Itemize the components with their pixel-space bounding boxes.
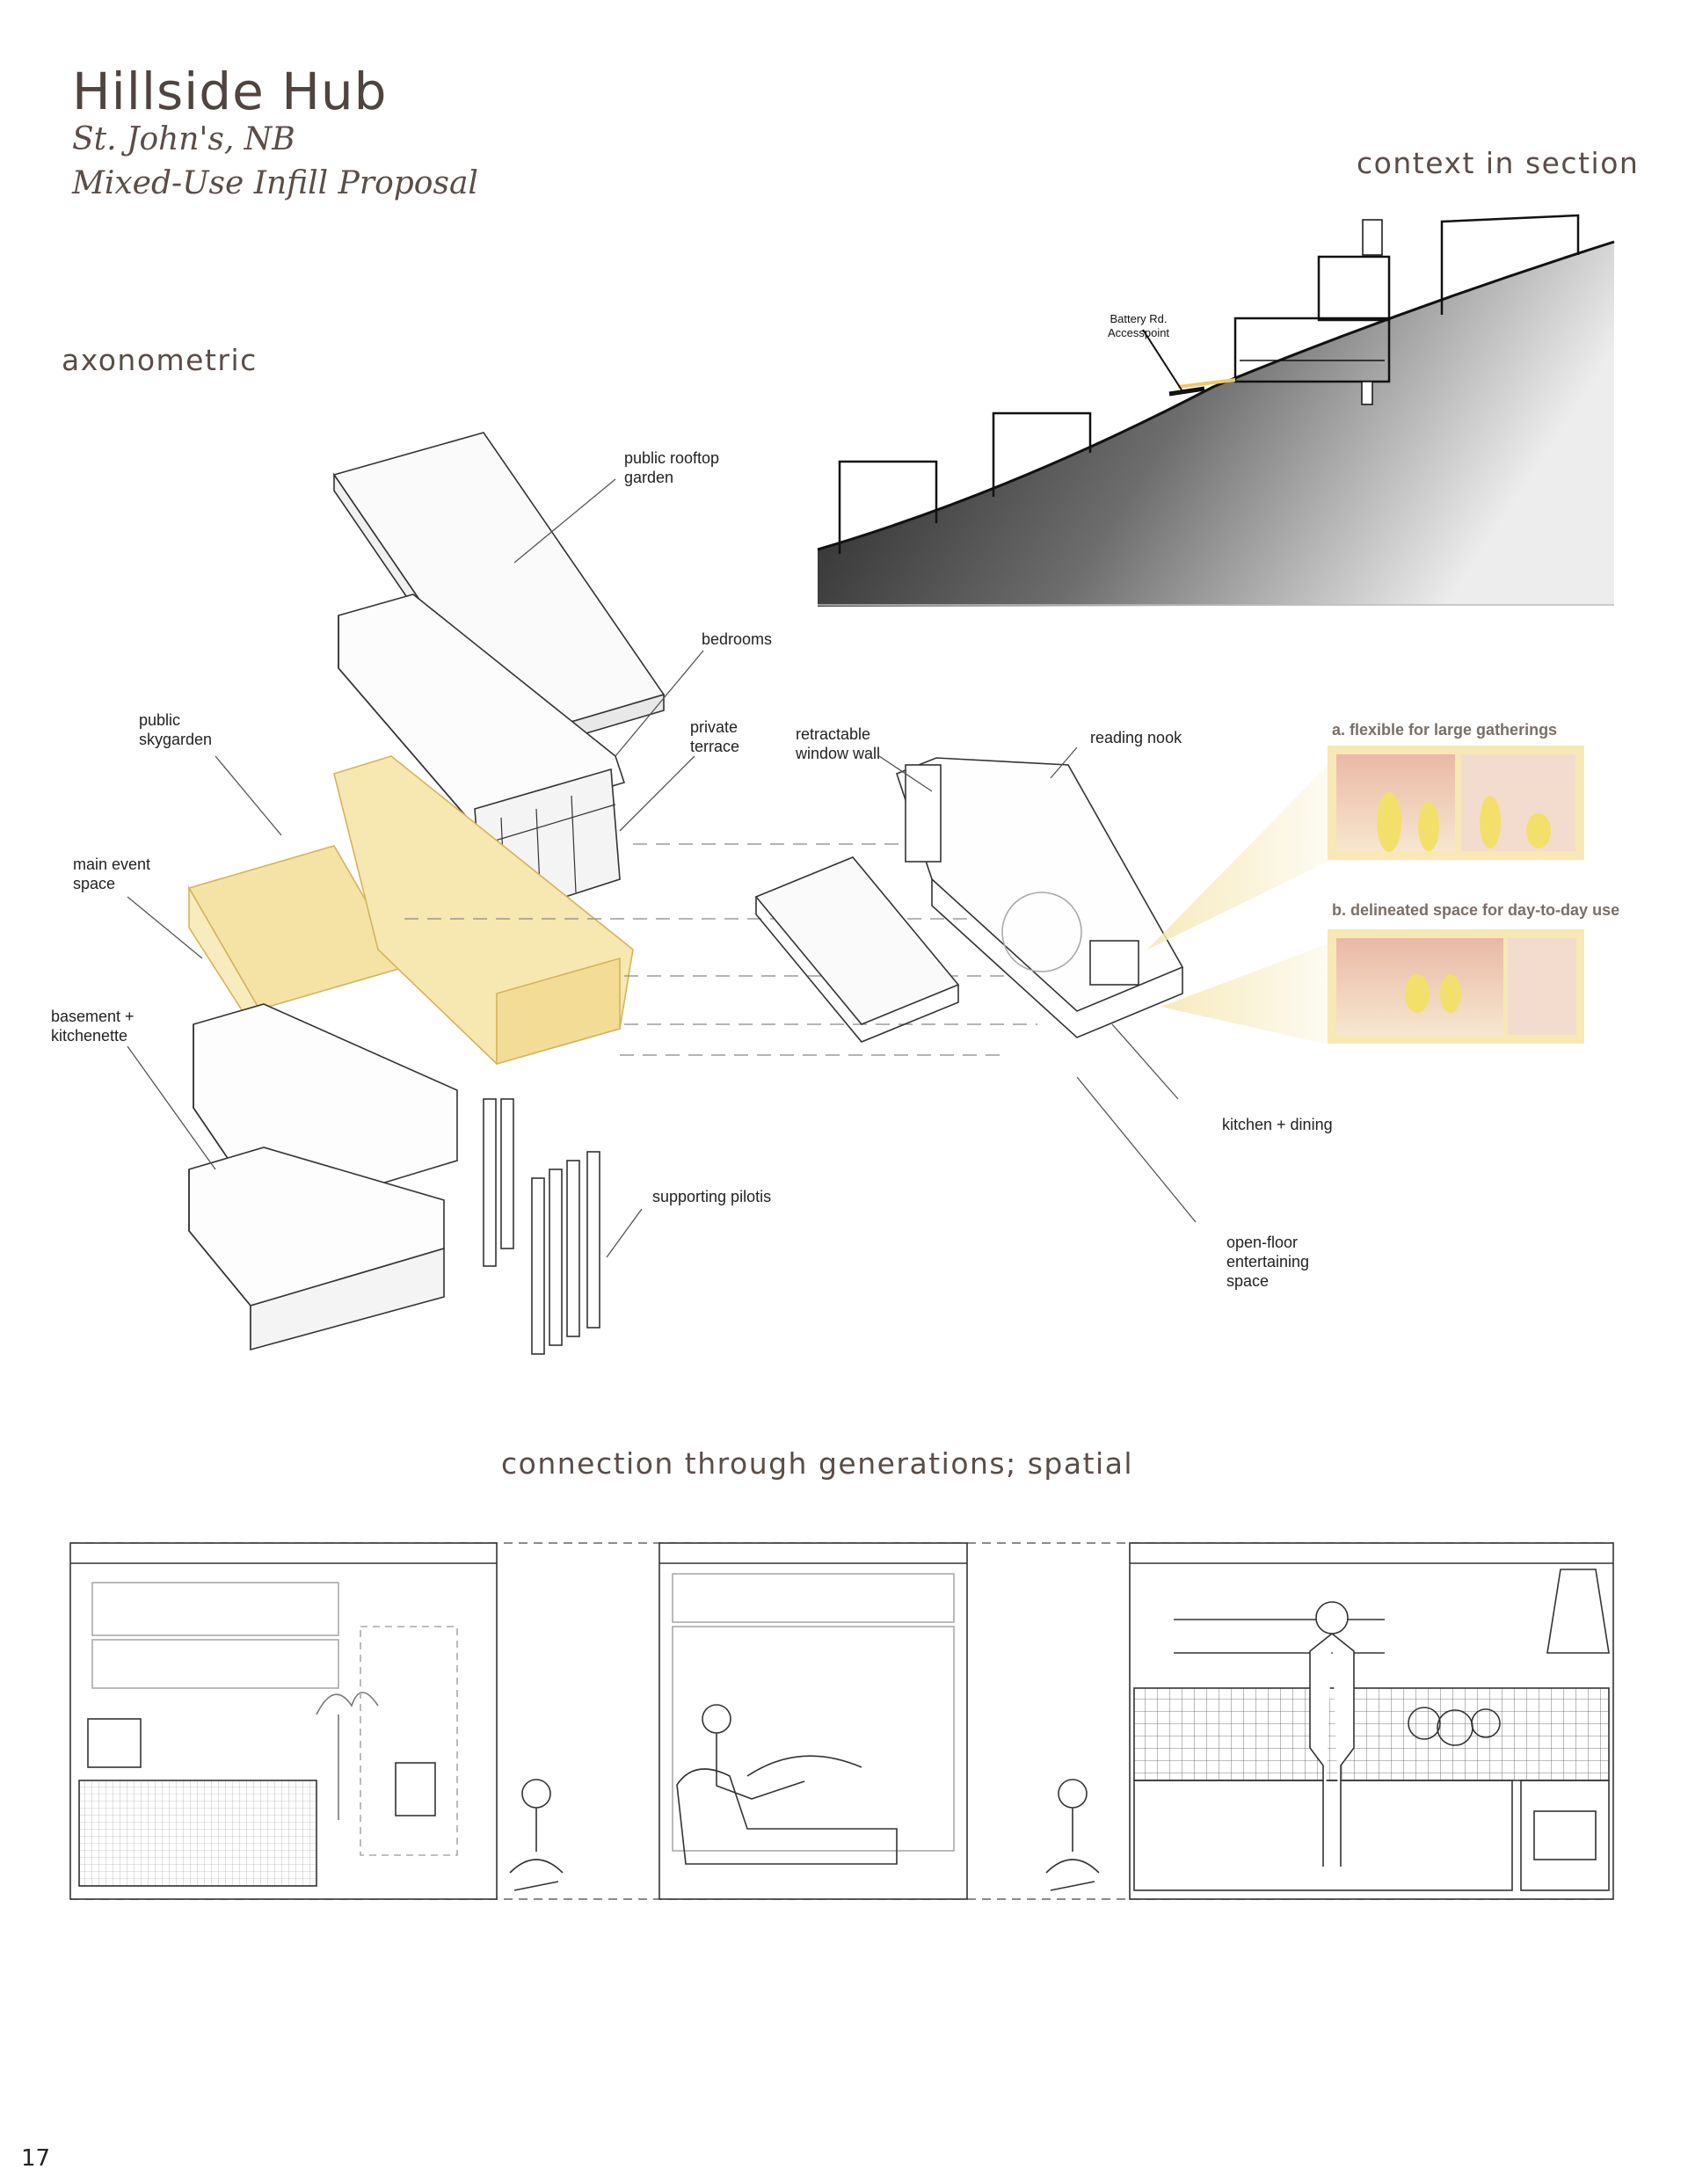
label-public-skygarden: public skygarden (139, 711, 213, 748)
unit-plan-drawing (756, 756, 1336, 1046)
option-b-label: b. delineated space for day-to-day use (1332, 901, 1620, 919)
label-bedrooms: bedrooms (702, 630, 773, 648)
context-section-drawing (818, 215, 1614, 607)
label-rooftop-garden: public rooftop garden (624, 449, 720, 486)
access-point-label: Battery Rd. Accesspoint (1107, 312, 1170, 339)
label-open-floor: open-floor entertaining space (1226, 1234, 1310, 1290)
project-type: Mixed-Use Infill Proposal (72, 165, 478, 201)
label-private-terrace: private terrace (690, 718, 740, 755)
page-title: Hillside Hub (72, 62, 388, 121)
project-location: St. John's, NB (72, 121, 295, 157)
label-supporting-pilotis: supporting pilotis (652, 1188, 772, 1205)
label-main-event-space: main event space (73, 855, 151, 892)
label-retractable-window-wall: retractable window wall (796, 725, 881, 762)
connection-heading: connection through generations; spatial (501, 1446, 1134, 1481)
label-basement-kitchenette: basement + kitchenette (51, 1008, 135, 1045)
option-a-label: a. flexible for large gatherings (1332, 721, 1558, 739)
context-heading: context in section (1357, 146, 1640, 180)
vignette-strip (70, 1543, 1613, 1899)
option-a-image (1328, 746, 1584, 860)
option-b-image (1328, 929, 1584, 1044)
label-kitchen-dining: kitchen + dining (1222, 1116, 1333, 1133)
label-reading-nook: reading nook (1090, 729, 1182, 746)
axonometric-heading: axonometric (62, 343, 258, 377)
page-number: 17 (21, 2145, 51, 2172)
